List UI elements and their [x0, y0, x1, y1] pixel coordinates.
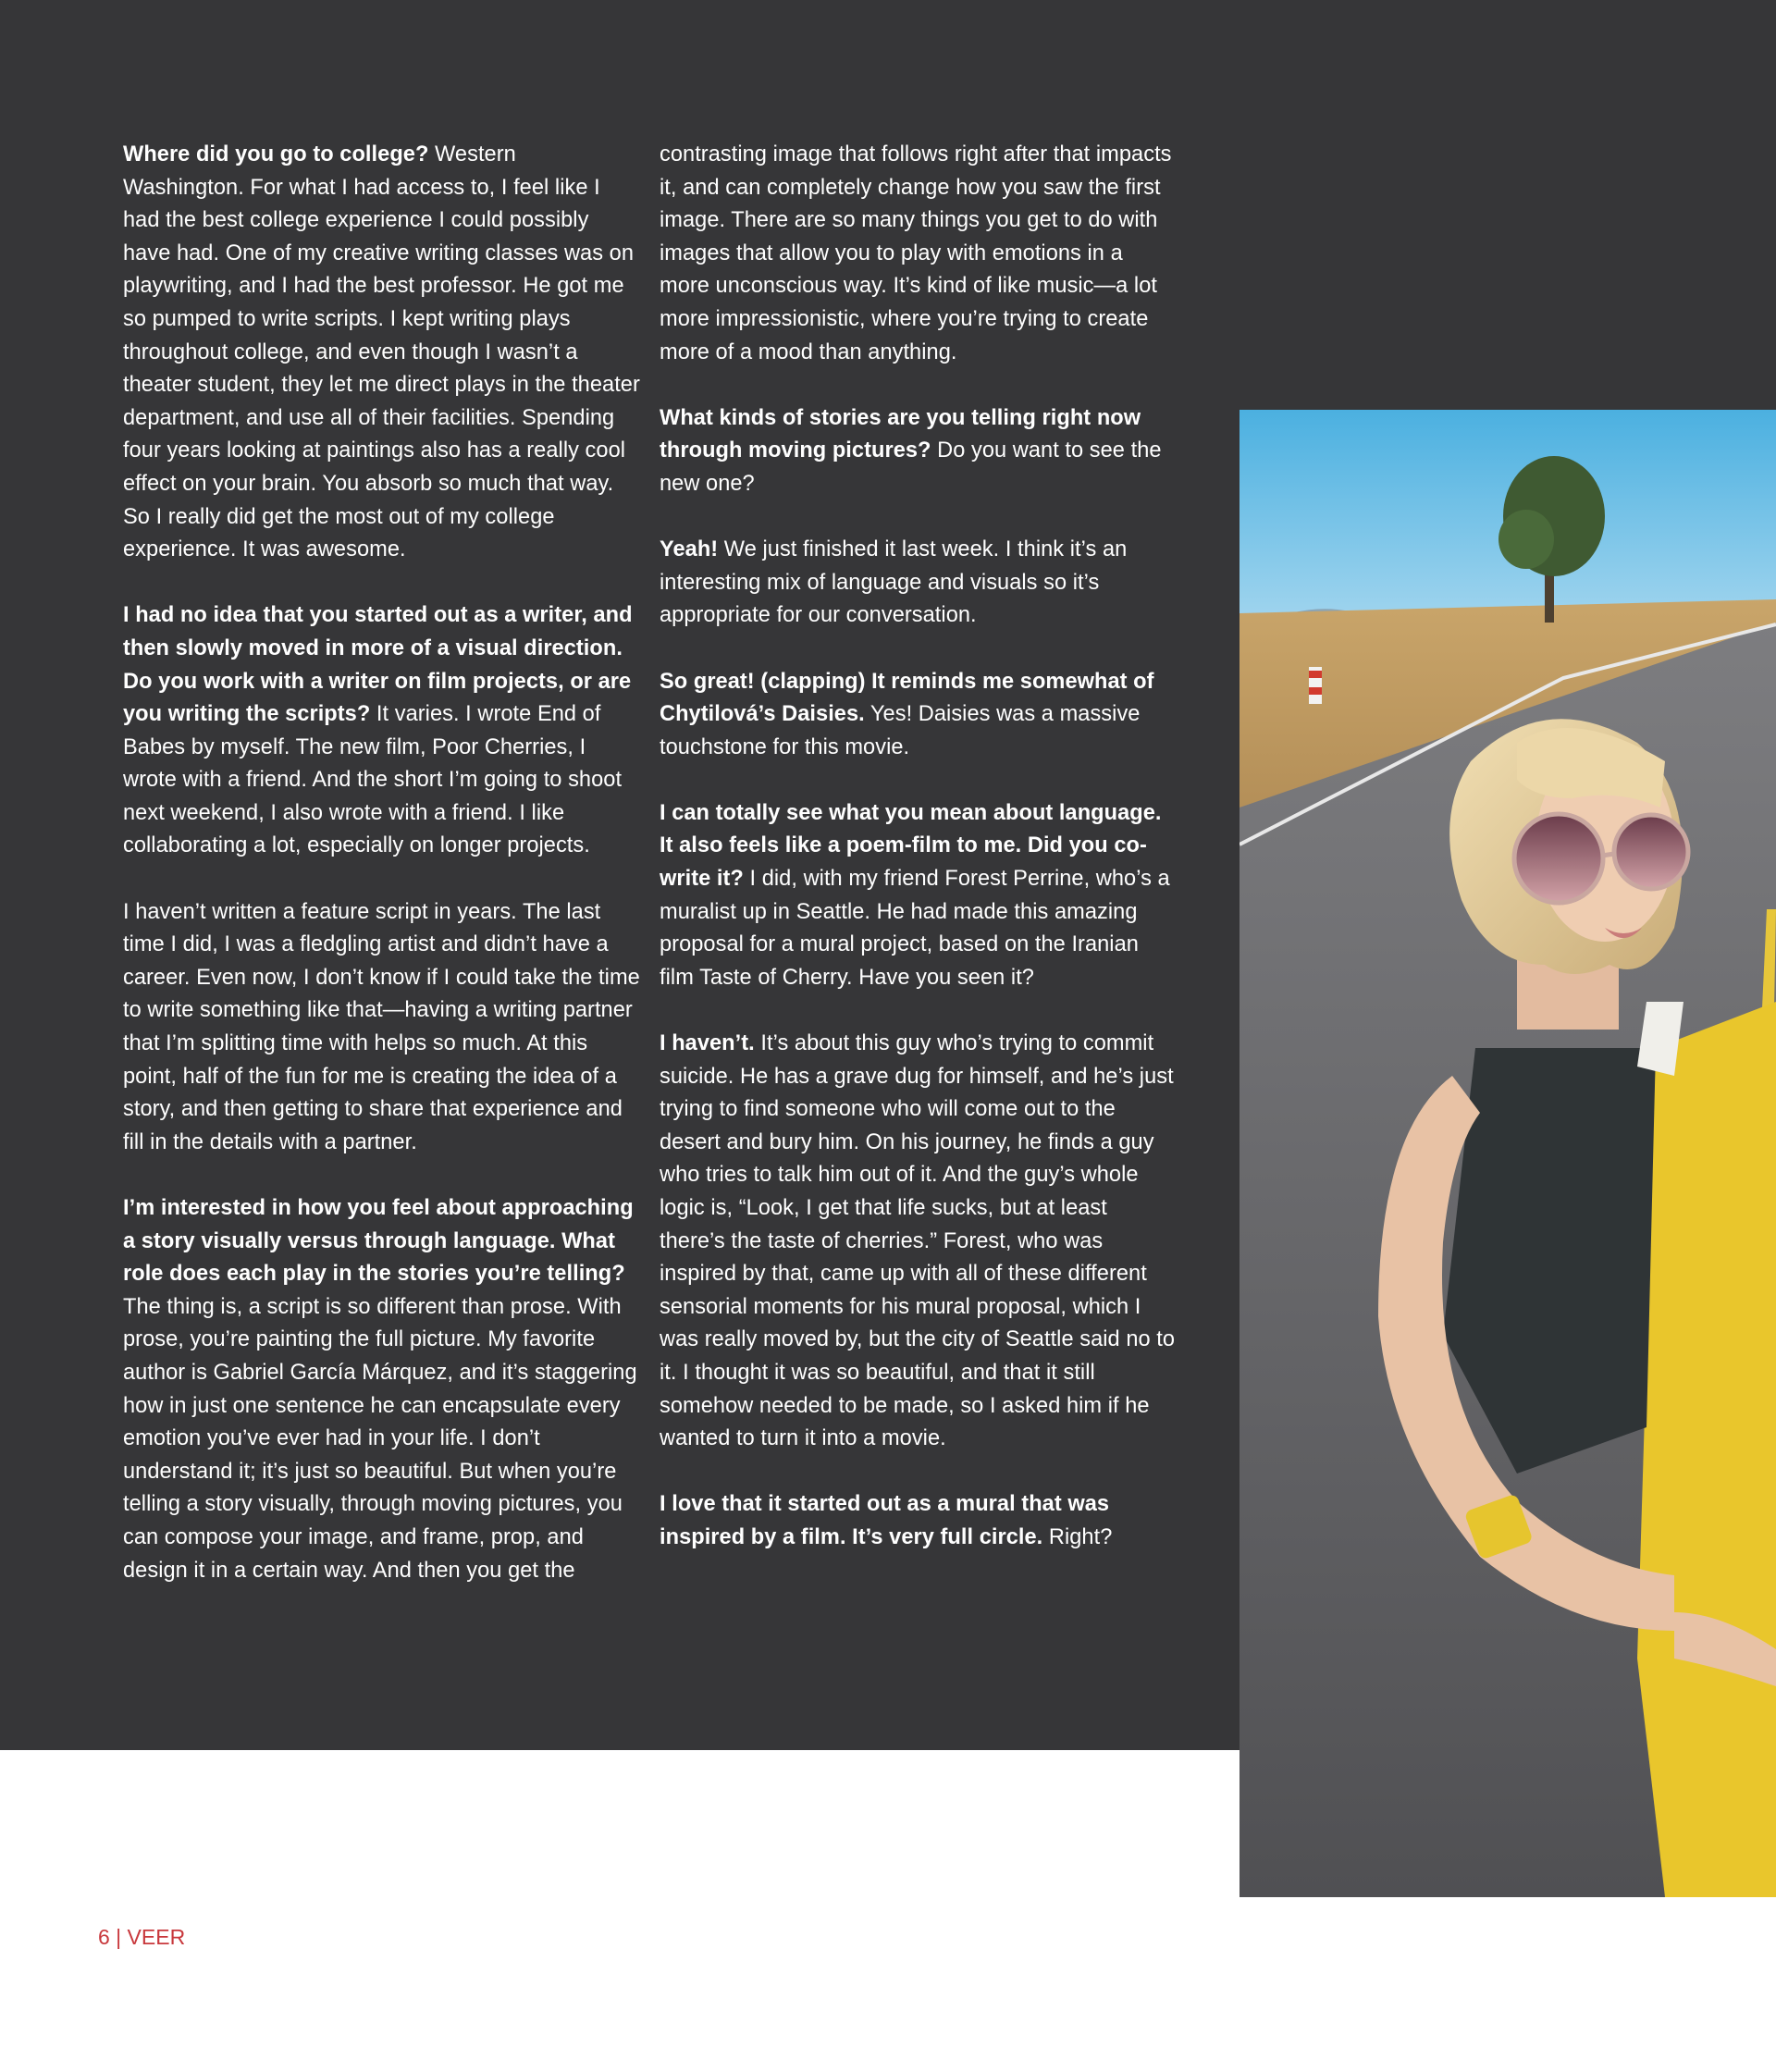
answer-text: It’s about this guy who’s trying to commit suicide. He has a grave dug for himself, and he’s just trying to find someone who will come out to the desert and bury him. On his journey, he finds a guy who tries to talk him out of it. And the guy’s whole logic is, “Look, I get that life sucks, but at least there’s the taste of cherries.” Forest, who was inspired by that, came up with all of these different sensorial moments for his mural proposal, which I was really moved by, but the city of Seattle said no to it. I thought it was so beautiful, and that it still somehow needed to be made, so I asked him if he wanted to turn it into a movie.	[660, 1031, 1176, 1451]
question-text: What kinds of stories are you telling right now through moving pictures?	[660, 405, 1141, 463]
answer-text: Western Washington. For what I had access to, I feel like I had the best college experience I could possibly have had. One of my creative writing classes was on playwriting, and I had the best professor. He got me so pumped to write scripts. I kept writing plays throughout college, and even though I wasn’t a theater student, they let me direct plays in the theater department, and use all of their facilities. Spending four years looking at paintings also has a really cool effect on your brain. You absorb so much that way. So I really did get the most out of my college experience. It was awesome.	[123, 142, 640, 562]
paragraph	[660, 402, 1178, 501]
answer-text: I haven’t written a feature script in years. The last time I did, I was a fledgling artist and didn’t have a career. Even now, I don’t know if I could take the time to write something like that—having a writing partner that I’m splitting time with helps so much. At this point, half of the fun for me is creating the idea of a story, and then getting to share that experience and fill in the details with a partner.	[123, 899, 640, 1154]
question-text: Yeah!	[660, 537, 719, 562]
answer-text: The thing is, a script is so different than prose. With prose, you’re painting the full picture. My favorite author is Gabriel García Márquez, and it’s staggering how in just one sentence he can encapsulate every emotion you’ve ever had in your life. I don’t understand it; it’s just so beautiful. But when you’re telling a story visually, through moving pictures, you can compose your image, and frame, prop, and design it in a certain way. And then you get the	[123, 1294, 637, 1583]
answer-text: We just finished it last week. I think it’s an interesting mix of language and visuals so it’s appropriate for our conversation.	[660, 537, 1128, 628]
answer-text: contrasting image that follows right after that impacts it, and can completely change how you saw the first image. There are so many things you get to do with images that allow you to play with emotions in a more unconscious way. It’s kind of like music—a lot more impressionistic, where you’re trying to create more of a mood than anything.	[660, 142, 1172, 364]
article-column-left	[123, 139, 641, 1587]
question-text: So great! (clapping) It reminds me somewhat of Chytilová’s Daisies.	[660, 669, 1154, 727]
paragraph	[123, 139, 641, 567]
article-column-right	[660, 139, 1178, 1555]
paragraph	[123, 599, 641, 863]
page-footer: 6 | VEER	[98, 1925, 186, 1949]
paragraph	[660, 1028, 1178, 1456]
paragraph	[660, 666, 1178, 765]
question-text: I’m interested in how you feel about approaching a story visually versus through language. What role does each play in the stories you’re telling?	[123, 1196, 634, 1287]
answer-text: Yes! Daisies was a massive touchstone for this movie.	[660, 702, 1141, 759]
answer-text: Do you want to see the new one?	[660, 438, 1162, 496]
answer-text: Right?	[1042, 1524, 1113, 1549]
question-text: I love that it started out as a mural that was inspired by a film. It’s very full circle.	[660, 1492, 1110, 1549]
answer-text: I did, with my friend Forest Perrine, who’s a muralist up in Seattle. He had made this amazing proposal for a mural project, based on the Iranian film Taste of Cherry. Have you seen it?	[660, 867, 1170, 990]
question-text: I had no idea that you started out as a writer, and then slowly moved in more of a visual direction. Do you work with a writer on film projects, or are you writing the scripts?	[123, 603, 633, 727]
paragraph	[660, 139, 1178, 369]
paragraph	[660, 797, 1178, 995]
question-text: I haven’t.	[660, 1031, 755, 1056]
paragraph	[660, 534, 1178, 633]
paragraph	[123, 896, 641, 1160]
paragraph	[660, 1488, 1178, 1554]
road-portrait-photo	[1240, 410, 1776, 1897]
answer-text: It varies. I wrote End of Babes by myself. The new film, Poor Cherries, I wrote with a friend. And the short I’m going to shoot next weekend, I also wrote with a friend. I like collaborating a lot, especially on longer projects.	[123, 702, 623, 858]
question-text: I can totally see what you mean about language. It also feels like a poem-film to me. Did you co-write it?	[660, 800, 1162, 892]
paragraph	[123, 1192, 641, 1587]
question-text: Where did you go to college?	[123, 142, 429, 166]
